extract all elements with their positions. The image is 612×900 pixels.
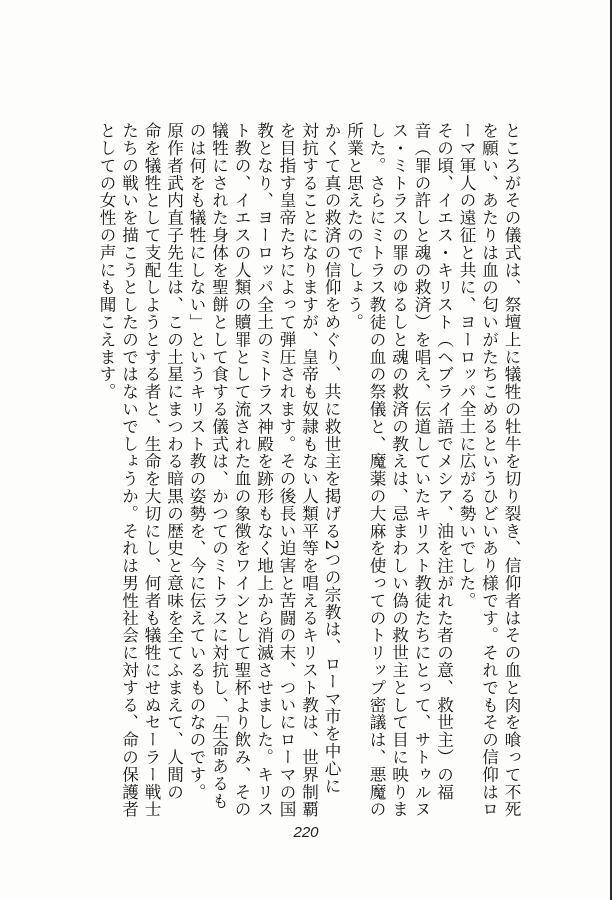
text-line: 対抗することになりますが、皇帝も奴隷もない人類平等を唱えるキリスト教は、世界制覇 [299,122,319,818]
text-line: した。さらにミトラス教徒の血の祭儀と、魔薬の大麻を使ってのトリップ密議は、悪魔の [367,122,386,818]
text-line: 命を犠牲として支配しようとする者と、生命を大切にし、何者も犠牲にせぬセーラー戦士 [142,122,161,818]
text-line: としての女性の声にも聞こえます。 [97,122,116,401]
text-line: 教となり、ヨーロッパ全土のミトラス神殿を跡形もなく地上から消滅させました。キリス [254,122,274,818]
text-line: のは何をも犠牲にしない」というキリスト教の姿勢を、今に伝えているものなのです。 [187,122,206,801]
text-line: その頃、イエス・キリスト（ヘブライ語でメシア、油を注がれた者の意、救世主）の福 [434,122,454,801]
text-line: 音（罪の許しと魂の救済）を唱え、伝道していたキリスト教徒たちにとって、サトゥルヌ [412,122,431,818]
text-line: ス・ミトラスの罪のゆるしと魂の救済の教えは、忌まわしい偽の救世主として目に映りま [389,122,409,818]
text-line: ところがその儀式は、祭壇上に犠牲の牡牛を切り裂き、信仰者はその血と肉を喰って不死 [502,122,521,818]
text-line: 原作者武内直子先生は、この土星にまつわる暗黒の歴史と意味を全てふまえて、人間の [164,122,184,801]
text-line: を目指す皇帝たちによって弾圧されます。その後長い迫害と苦闘の末、ついにローマの国 [277,122,296,818]
page-number: 220 [293,824,319,841]
text-line: ーマ軍人の遠征と共に、ヨーロッパ全土に広がる勢いでした。 [457,122,476,610]
vertical-text-body [97,122,522,818]
text-line: かくて真の救済の信仰をめぐり、共に救世主を掲げる2つの宗教は、ローマ市を中心に [322,122,341,795]
text-line: 犠牲にされた身体を聖餅として食する儀式は、かつてのミトラスに対抗し、「生命あるも [209,122,229,810]
text-line: たちの戦いを描こうとしたのではないでしょうか。それは男性社会に対する、命の保護者 [119,122,139,818]
text-line: 所業と思えたのでしょう。 [344,122,364,331]
text-line: ト教の、イエスの人類の贖罪として流された血の象徴をワインとして聖杯より飲み、その [232,122,251,818]
text-line: を願い、あたりは血の匂いがたちこめるというひどいあり様です。それでもその信仰はロ [479,122,499,818]
